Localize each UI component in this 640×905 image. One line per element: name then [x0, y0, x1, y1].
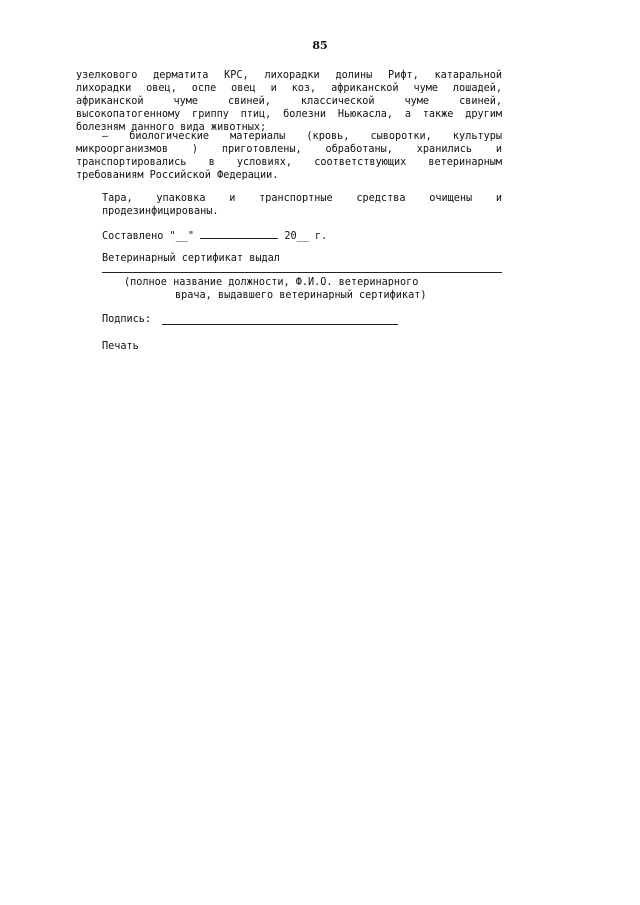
compiled-label: Составлено — [102, 231, 164, 242]
issuer-signature-rule — [102, 272, 502, 273]
compiled-year: 20__ — [284, 231, 309, 242]
issuer-caption-line: (полное название должности, Ф.И.О. ветеринарного — [124, 277, 419, 288]
text-line: требованиям Российской Федерации. — [76, 170, 279, 181]
issuer-caption-line: врача, выдавшего ветеринарный сертификат) — [175, 290, 427, 301]
text-line: микроорганизмов ) приготовлены, обработаны, хранились и — [76, 144, 502, 155]
signature-label: Подпись: — [102, 314, 152, 325]
text-line: лихорадки овец, оспе овец и коз, африканской чуме лошадей, — [76, 83, 502, 94]
text-line: – биологические материалы (кровь, сыворотки, культуры — [102, 131, 502, 142]
compiled-date-line — [102, 229, 502, 243]
text-line: Тара, упаковка и транспортные средства очищены и — [102, 193, 502, 204]
compiled-month-blank — [200, 229, 278, 239]
text-line: продезинфицированы. — [102, 206, 219, 217]
text-line: транспортировались в условиях, соответствующих ветеринарным — [76, 157, 502, 168]
text-line: узелкового дерматита КРС, лихорадки долины Рифт, катаральной — [76, 70, 502, 81]
compiled-day: "__" — [169, 231, 195, 242]
issued-by-label: Ветеринарный сертификат выдал — [102, 253, 280, 264]
text-line: болезням данного вида животных; — [76, 122, 267, 133]
page-number: 85 — [312, 39, 328, 52]
text-line: высокопатогенному гриппу птиц, болезни Ньюкасла, а также другим — [76, 109, 502, 120]
compiled-year-suffix: г. — [315, 231, 328, 242]
stamp-label: Печать — [102, 341, 139, 352]
signature-rule — [162, 324, 398, 325]
text-line: африканской чуме свиней, классической чуме свиней, — [76, 96, 502, 107]
